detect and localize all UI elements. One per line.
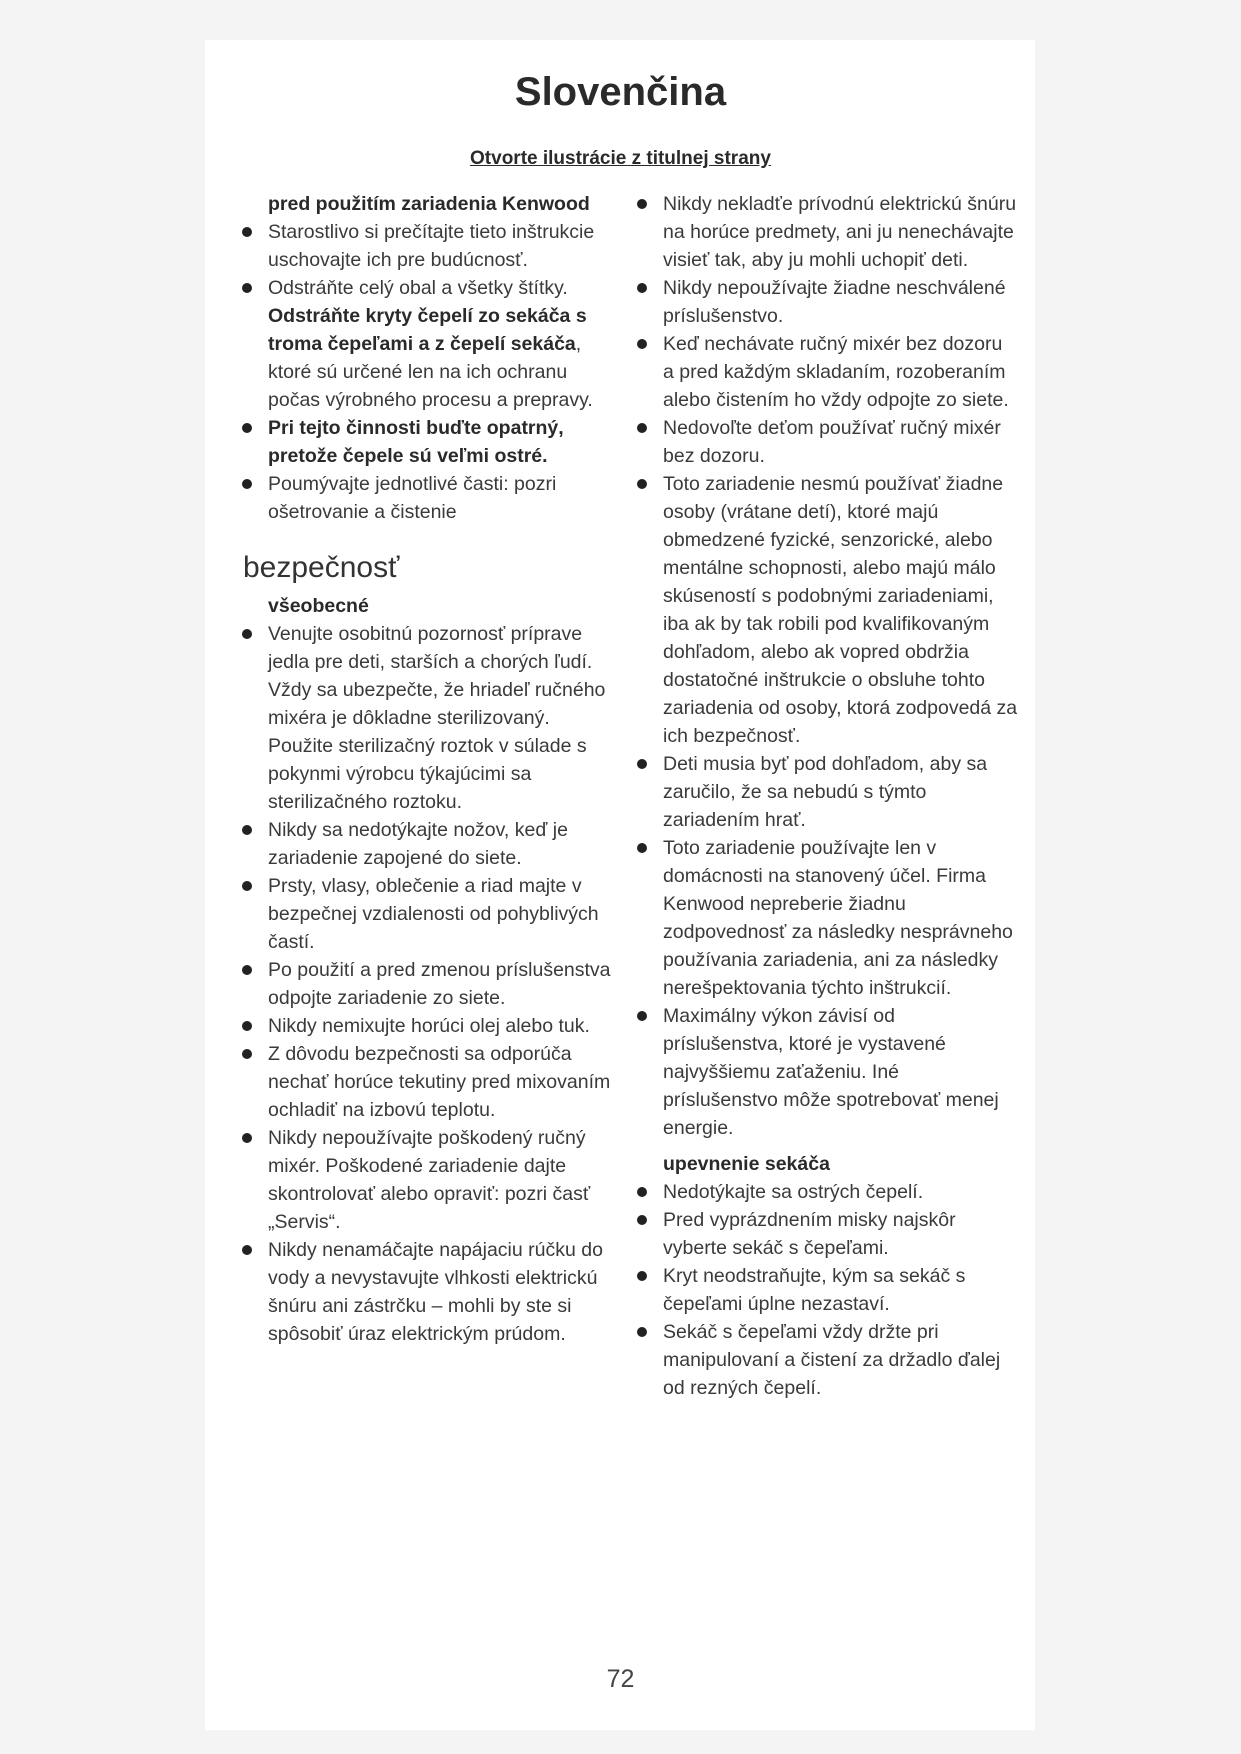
chopper-heading: upevnenie sekáča: [663, 1153, 830, 1175]
list-item-text: Odstráňte celý obal a všetky štítky.: [268, 277, 568, 299]
list-item: Starostlivo si prečítajte tieto inštrukcie uschovajte ich pre budúcnosť.: [243, 218, 613, 274]
list-item: Nikdy nemixujte horúci olej alebo tuk.: [243, 1012, 613, 1040]
illustrations-note: Otvorte ilustrácie z titulnej strany: [470, 148, 771, 169]
list-item: Pred vyprázdnením misky najskôr vyberte sekáč s čepeľami.: [638, 1206, 1018, 1262]
page-title: Slovenčina: [514, 70, 727, 114]
list-item: Sekáč s čepeľami vždy držte pri manipulovaní a čistení za držadlo ďalej od rezných čepelí.: [638, 1318, 1018, 1402]
list-item: Deti musia byť pod dohľadom, aby sa zaručilo, že sa nebudú s týmto zariadením hrať.: [638, 750, 1018, 834]
page-number: 72: [606, 1665, 635, 1693]
list-item: Nikdy nenamáčajte napájaciu rúčku do vody a nevystavujte vlhkosti elektrickú šnúru ani zástrčku – mohli by ste si spôsobiť úraz elektrickým prúdom.: [243, 1236, 613, 1348]
list-item: Keď nechávate ručný mixér bez dozoru a pred každým skladaním, rozoberaním alebo čistením ho vždy odpojte zo siete.: [638, 330, 1018, 414]
list-item: Poumývajte jednotlivé časti: pozri ošetrovanie a čistenie: [243, 470, 613, 526]
list-item: Toto zariadenie nesmú používať žiadne osoby (vrátane detí), ktoré majú obmedzené fyzické, senzorické, alebo mentálne schopnosti, alebo majú málo skúseností s podobnými zariadeniami, iba ak by tak robili pod kvalifikovaným dohľadom, alebo ak vopred obdržia dostatočné inštrukcie o obsluhe tohto zariadenia od osoby, ktorá zodpovedá za ich bezpečnosť.: [638, 470, 1018, 750]
list-item-text: , ktoré sú určené len na ich ochranu počas výrobného procesu a prepravy.: [268, 333, 593, 411]
left-column: [243, 190, 613, 1348]
general-heading: všeobecné: [268, 595, 369, 617]
list-item: Maximálny výkon závisí od príslušenstva, ktoré je vystavené najvyššiemu zaťaženiu. Iné príslušenstvo môže spotrebovať menej energie.: [638, 1002, 1018, 1142]
list-item: Z dôvodu bezpečnosti sa odporúča nechať horúce tekutiny pred mixovaním ochladiť na izbovú teplotu.: [243, 1040, 613, 1124]
list-item: Po použití a pred zmenou príslušenstva odpojte zariadenie zo siete.: [243, 956, 613, 1012]
list-item: Prsty, vlasy, oblečenie a riad majte v bezpečnej vzdialenosti od pohyblivých častí.: [243, 872, 613, 956]
list-item: Kryt neodstraňujte, kým sa sekáč s čepeľami úplne nezastaví.: [638, 1262, 1018, 1318]
list-item: Nikdy sa nedotýkajte nožov, keď je zariadenie zapojené do siete.: [243, 816, 613, 872]
list-item: Nikdy nekladťe prívodnú elektrickú šnúru na horúce predmety, ani ju nenechávajte visieť tak, aby ju mohli uchopiť deti.: [638, 190, 1018, 274]
list-item: Toto zariadenie používajte len v domácnosti na stanovený účel. Firma Kenwood nepreberie žiadnu zodpovednosť za následky nesprávneho používania zariadenia, ani za následky nerešpektovania týchto inštrukcií.: [638, 834, 1018, 1002]
general-list: [243, 620, 613, 1348]
list-item: Nikdy nepoužívajte poškodený ručný mixér. Poškodené zariadenie dajte skontrolovať alebo opraviť: pozri časť „Servis“.: [243, 1124, 613, 1236]
intro-list: [243, 218, 613, 526]
right-column: [638, 190, 1018, 1402]
intro-heading: pred použitím zariadenia Kenwood: [268, 193, 590, 215]
general-list-continued: [638, 190, 1018, 1142]
list-item: Venujte osobitnú pozornosť príprave jedla pre deti, starších a chorých ľudí. Vždy sa ubezpečte, že hriadeľ ručného mixéra je dôkladne sterilizovaný. Použite sterilizačný roztok v súlade s pokynmi výrobcu týkajúcimi sa sterilizačného roztoku.: [243, 620, 613, 816]
list-item-bold-text: Odstráňte kryty čepelí zo sekáča s troma čepeľami a z čepelí sekáča: [268, 305, 587, 355]
list-item: Nedovoľte deťom používať ručný mixér bez dozoru.: [638, 414, 1018, 470]
list-item: Nikdy nepoužívajte žiadne neschválené príslušenstvo.: [638, 274, 1018, 330]
list-item: [243, 274, 613, 414]
list-item: Nedotýkajte sa ostrých čepelí.: [638, 1178, 1018, 1206]
chopper-list: [638, 1178, 1018, 1402]
section-heading-safety: bezpečnosť: [243, 551, 400, 584]
list-item-warning: Pri tejto činnosti buďte opatrný, pretože čepele sú veľmi ostré.: [243, 414, 613, 470]
